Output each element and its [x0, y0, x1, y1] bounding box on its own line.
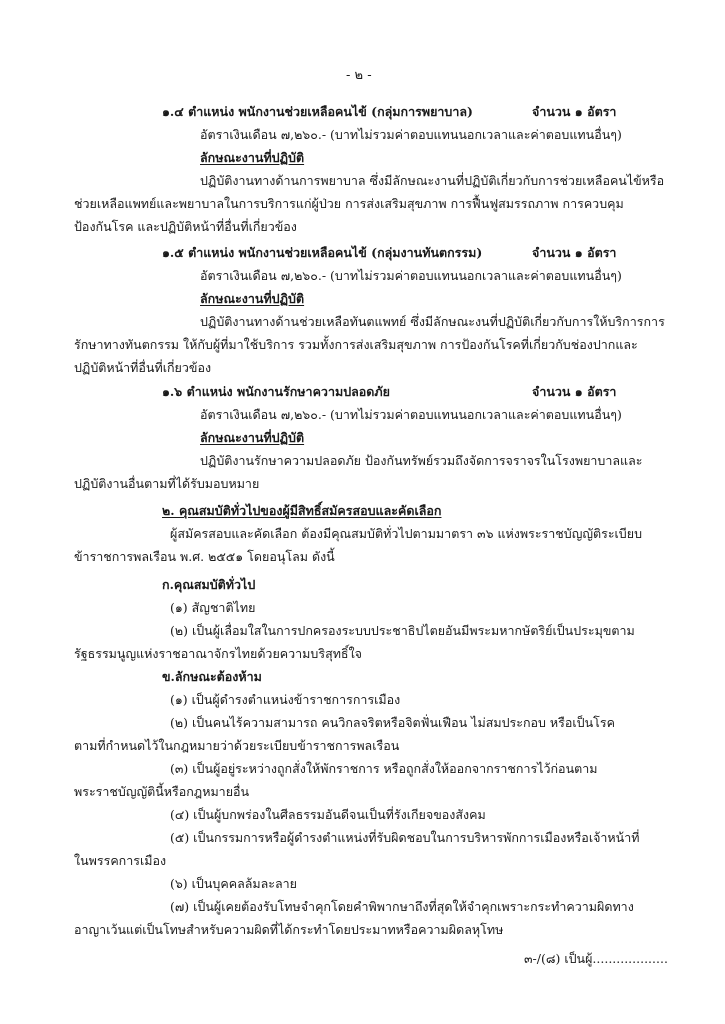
- position-1-4-duty-line: ปฏิบัติงานทางด้านการพยาบาล ซึ่งมีลักษณะงานที่ปฏิบัติเกี่ยวกับการช่วยเหลือคนไข้หรือ: [200, 173, 665, 188]
- next-page-catchword: ๓-/(๘) เป็นผู้...................: [524, 951, 668, 966]
- sub-b-line: (๑) เป็นผู้ดำรงตำแหน่งข้าราชการการเมือง: [170, 692, 401, 707]
- sub-b-line: อาญาเว้นแต่เป็นโทษสำหรับความผิดที่ได้กระทำโดยประมาทหรือความผิดลหุโทษ: [74, 922, 504, 937]
- sub-b-line: (๗) เป็นผู้เคยต้องรับโทษจำคุกโดยคำพิพากษาถึงที่สุดให้จำคุกเพราะกระทำความผิดทาง: [170, 899, 634, 914]
- sub-b-line: (๒) เป็นคนไร้ความสามารถ คนวิกลจริตหรือจิตฟั่นเฟือน ไม่สมประกอบ หรือเป็นโรค: [170, 715, 615, 730]
- sub-a-item: (๑) สัญชาติไทย: [170, 600, 256, 615]
- position-1-5-duty-line: ปฏิบัติงานทางด้านช่วยเหลือทันตแพทย์ ซึ่งมีลักษณะงนที่ปฏิบัติเกี่ยวกับการให้บริการการ: [200, 314, 665, 329]
- sub-a-item: (๒) เป็นผู้เลื่อมใสในการปกครองระบบประชาธิปไตยอันมีพระมหากษัตริย์เป็นประมุขตาม: [170, 623, 635, 638]
- sub-b-line: ตามที่กำหนดไว้ในกฎหมายว่าด้วยระเบียบข้าราชการพลเรือน: [74, 738, 400, 753]
- position-1-6-duty-line: ปฏิบัติงานรักษาความปลอดภัย ป้องกันทรัพย์รวมถึงจัดการจราจรในโรงพยาบาลและ: [200, 453, 643, 468]
- position-1-4-salary: อัตราเงินเดือน ๗,๒๖๐.- (บาทไม่รวมค่าตอบแทนนอกเวลาและค่าตอบแทนอื่นๆ): [200, 127, 622, 142]
- sub-a-heading: ก.คุณสมบัติทั่วไป: [162, 577, 256, 592]
- page-number: - ๒ -: [346, 68, 372, 83]
- sub-b-heading: ข.ลักษณะต้องห้าม: [162, 669, 262, 684]
- section-2-intro-line: ข้าราชการพลเรือน พ.ศ. ๒๕๕๑ โดยอนุโลม ดังนี้: [74, 549, 335, 564]
- position-1-6-salary: อัตราเงินเดือน ๗,๒๖๐.- (บาทไม่รวมค่าตอบแทนนอกเวลาและค่าตอบแทนอื่นๆ): [200, 407, 622, 422]
- sub-b-line: (๔) เป็นผู้บกพร่องในศีลธรรมอันดีจนเป็นที่รังเกียจของสังคม: [170, 807, 486, 822]
- position-1-4-heading: ๑.๔ ตำแหน่ง พนักงานช่วยเหลือคนไข้ (กลุ่มการพยาบาล): [162, 104, 473, 119]
- position-1-4-duty-line: ป้องกันโรค และปฏิบัติหน้าที่อื่นที่เกี่ยวข้อง: [74, 219, 297, 234]
- position-1-6-quota: จำนวน ๑ อัตรา: [532, 384, 617, 399]
- section-2-intro-line: ผู้สมัครสอบและคัดเลือก ต้องมีคุณสมบัติทั่วไปตามมาตรา ๓๖ แห่งพระราชบัญญัติระเบียบ: [170, 526, 643, 541]
- sub-b-line: (๖) เป็นบุคคลล้มละลาย: [170, 876, 298, 891]
- position-1-5-duty-line: ปฏิบัติหน้าที่อื่นที่เกี่ยวข้อง: [74, 360, 212, 375]
- position-1-5-duty-label: ลักษณะงานที่ปฏิบัติ: [200, 291, 305, 306]
- position-1-4-duty-label: ลักษณะงานที่ปฏิบัติ: [200, 150, 305, 165]
- sub-b-line: (๓) เป็นผู้อยู่ระหว่างถูกสั่งให้พักราชการ หรือถูกสั่งให้ออกจากราชการไว้ก่อนตาม: [170, 761, 598, 776]
- position-1-5-heading: ๑.๕ ตำแหน่ง พนักงานช่วยเหลือคนไข้ (กลุ่มงานทันตกรรม): [162, 245, 483, 260]
- position-1-6-heading: ๑.๖ ตำแหน่ง พนักงานรักษาความปลอดภัย: [162, 384, 390, 399]
- position-1-5-salary: อัตราเงินเดือน ๗,๒๖๐.- (บาทไม่รวมค่าตอบแทนนอกเวลาและค่าตอบแทนอื่นๆ): [200, 268, 622, 283]
- position-1-6-duty-line: ปฏิบัติงานอื่นตามที่ได้รับมอบหมาย: [74, 476, 260, 491]
- position-1-4-quota: จำนวน ๑ อัตรา: [532, 104, 617, 119]
- position-1-6-duty-label: ลักษณะงานที่ปฏิบัติ: [200, 430, 305, 445]
- sub-a-continuation: รัฐธรรมนูญแห่งราชอาณาจักรไทยด้วยความบริสุทธิ์ใจ: [74, 646, 362, 661]
- sub-b-line: ในพรรคการเมือง: [74, 853, 167, 868]
- section-2-heading: ๒. คุณสมบัติทั่วไปของผู้มีสิทธิ์สมัครสอบและคัดเลือก: [162, 503, 442, 518]
- position-1-5-quota: จำนวน ๑ อัตรา: [532, 245, 617, 260]
- position-1-4-duty-line: ช่วยเหลือแพทย์และพยาบาลในการบริการแก่ผู้ป่วย การส่งเสริมสุขภาพ การฟื้นฟูสมรรถภาพ การควบคุม: [74, 196, 624, 211]
- sub-b-line: (๕) เป็นกรรมการหรือผู้ดำรงตำแหน่งที่รับผิดชอบในการบริหารพักการเมืองหรือเจ้าหน้าที่: [170, 830, 640, 845]
- position-1-5-duty-line: รักษาทางทันตกรรม ให้กับผู้ที่มาใช้บริการ รวมทั้งการส่งเสริมสุขภาพ การป้องกันโรคที่เกี่ยวกับช่องปากและ: [74, 337, 638, 352]
- sub-b-line: พระราชบัญญัตินี้หรือกฎหมายอื่น: [74, 784, 250, 799]
